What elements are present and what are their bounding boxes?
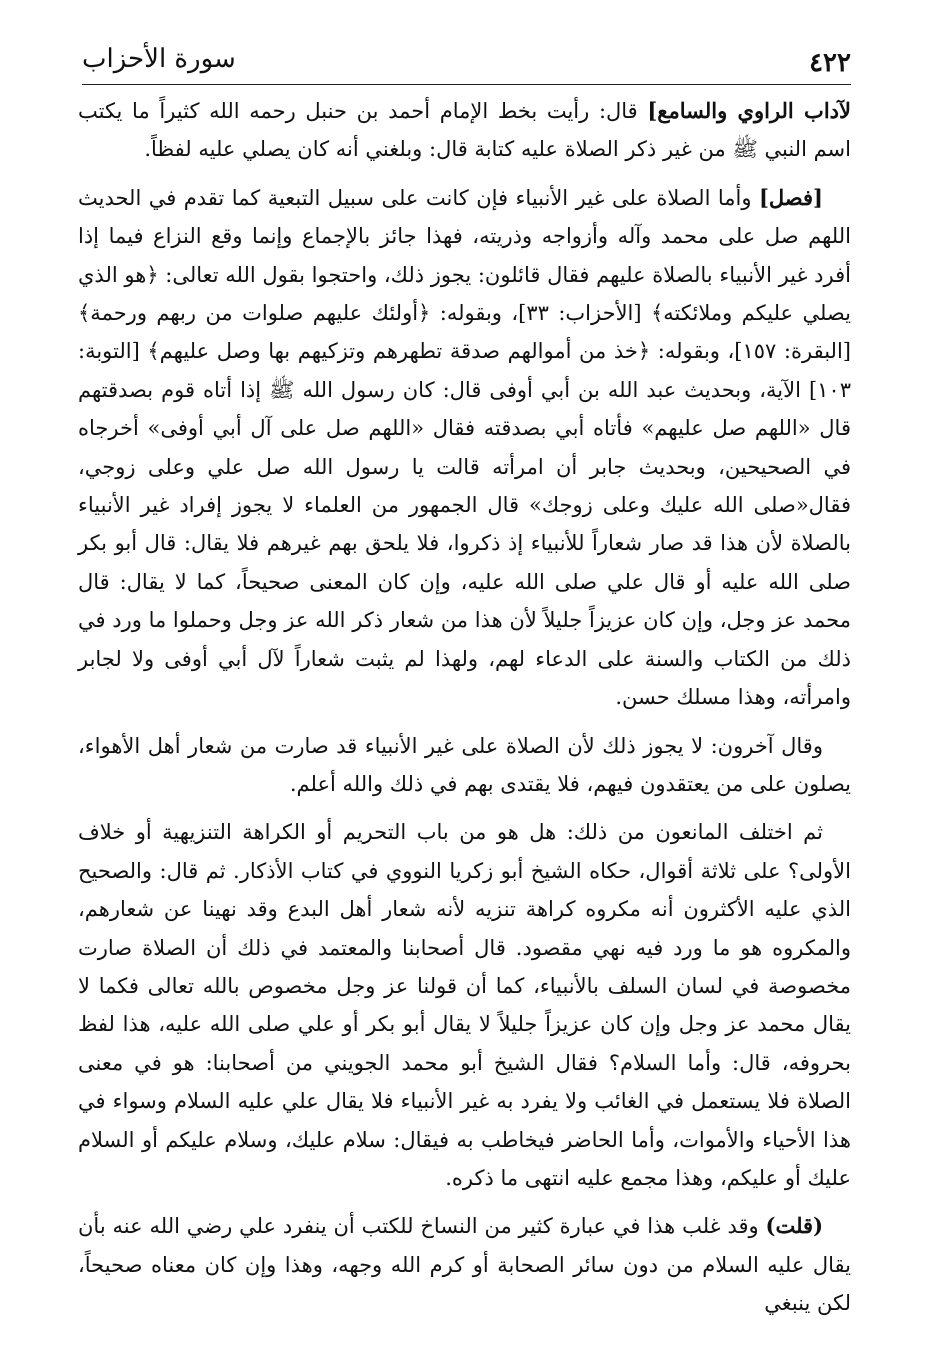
paragraph-text: ثم اختلف المانعون من ذلك: هل هو من باب التحريم أو الكراهة التنزيهية أو خلاف الأولى؟ على ثلاثة أقوال، حكاه الشيخ أبو زكريا النووي في كتاب الأذكار. ثم قال: والصحيح الذي عليه الأكثرون أنه مكروه كراهة تنزيه لأنه شعار أهل البدع وقد نهينا عن شعارهم، والمكروه هو ما ورد فيه نهي مقصود. قال أصحابنا والمعتمد في ذلك أن الصلاة صارت مخصوصة في لسان السلف بالأنبياء، كما أن قولنا عز وجل مخصوص بالله تعالى فكما لا يقال محمد عز وجل وإن كان عزيزاً جليلاً لا يقال أبو بكر أو علي صلى الله عليه، هذا لفظ بحروفه، قال: وأما السلام؟ فقال الشيخ أبو محمد الجويني من أصحابنا: هو في معنى الصلاة فلا يستعمل في الغائب ولا يفرد به غير الأنبياء فلا يقال علي عليه السلام وسواء في هذا الأحياء والأموات، وأما الحاضر فيخاطب به فيقال: سلام عليك، وسلام عليكم أو السلام عليك أو عليكم، وهذا مجمع عليه انتهى ما ذكره. [78, 820, 851, 1190]
paragraph-lead: [فصل] [758, 184, 823, 210]
running-title: سورة الأحزاب [82, 44, 236, 74]
paragraph-text: وقد غلب هذا في عبارة كثير من النساخ للكتب أن ينفرد علي رضي الله عنه بأن يقال عليه السلام من دون سائر الصحابة أو كرم الله وجهه، وهذا وإن كان معناه صحيحاً، لكن ينبغي [78, 1214, 851, 1316]
paragraph-5 [78, 1207, 851, 1322]
paragraph-4 [78, 813, 851, 1197]
page-header [82, 40, 851, 80]
paragraph-lead: لآداب الراوي والسامع] [647, 98, 851, 123]
paragraph-text: قال: رأيت بخط الإمام أحمد بن حنبل رحمه الله كثيراً ما يكتب اسم النبي ﷺ من غير ذكر الصلاة عليه كتابة قال: وبلغني أنه كان يصلي عليه لفظاً. [78, 99, 851, 162]
paragraph-text: وأما الصلاة على غير الأنبياء فإن كانت على سبيل التبعية كما تقدم في الحديث اللهم صل على محمد وآله وأزواجه وذريته، فهذا جائز بالإجماع وإنما وقع النزاع فيما إذا أفرد غير الأنبياء بالصلاة عليهم فقال قائلون: يجوز ذلك، واحتجوا بقول الله تعالى: ﴿هو الذي يصلي عليكم وملائكته﴾ [الأحزاب: ٣٣]، وبقوله: ﴿أولئك عليهم صلوات من ربهم ورحمة﴾ [البقرة: ١٥٧]، وبقوله: ﴿خذ من أموالهم صدقة تطهرهم وتزكيهم بها وصل عليهم﴾ [التوبة: ١٠٣] الآية، وبحديث عبد الله بن أبي أوفى قال: كان رسول الله ﷺ إذا أتاه قوم بصدقتهم قال «اللهم صل عليهم» فأتاه أبي بصدقته فقال «اللهم صل على آل أبي أوفى» أخرجاه في الصحيحين، وبحديث جابر أن امرأته قالت يا رسول الله صل علي وعلى زوجي، فقال«صلى الله عليك وعلى زوجك» قال الجمهور من العلماء لا يجوز إفراد غير الأنبياء بالصلاة لأن هذا قد صار شعاراً للأنبياء إذ ذكروا، فلا يلحق بهم غيرهم فلا يقال: قال أبو بكر صلى الله عليه أو قال علي صلى الله عليه، وإن كان المعنى صحيحاً، كما لا يقال: قال محمد عز وجل، وإن كان عزيزاً جليلاً لأن هذا من شعار ذكر الله عز وجل وحملوا ما ورد في ذلك من الكتاب والسنة على الدعاء لهم، ولهذا لم يثبت شعاراً لآل أبي أوفى ولا لجابر وامرأته، وهذا مسلك حسن. [78, 185, 851, 710]
body-text [78, 92, 851, 1323]
paragraph-text: وقال آخرون: لا يجوز ذلك لأن الصلاة على غير الأنبياء قد صارت من شعار أهل الأهواء، يصلون على من يعتقدون فيهم، فلا يقتدى بهم في ذلك والله أعلم. [78, 733, 851, 796]
page-number: ٤٢٢ [809, 48, 851, 78]
paragraph-3 [78, 727, 851, 804]
paragraph-2 [78, 179, 851, 717]
header-rule [82, 84, 851, 85]
paragraph-lead: (قلت) [765, 1213, 823, 1239]
paragraph-1 [78, 92, 851, 169]
